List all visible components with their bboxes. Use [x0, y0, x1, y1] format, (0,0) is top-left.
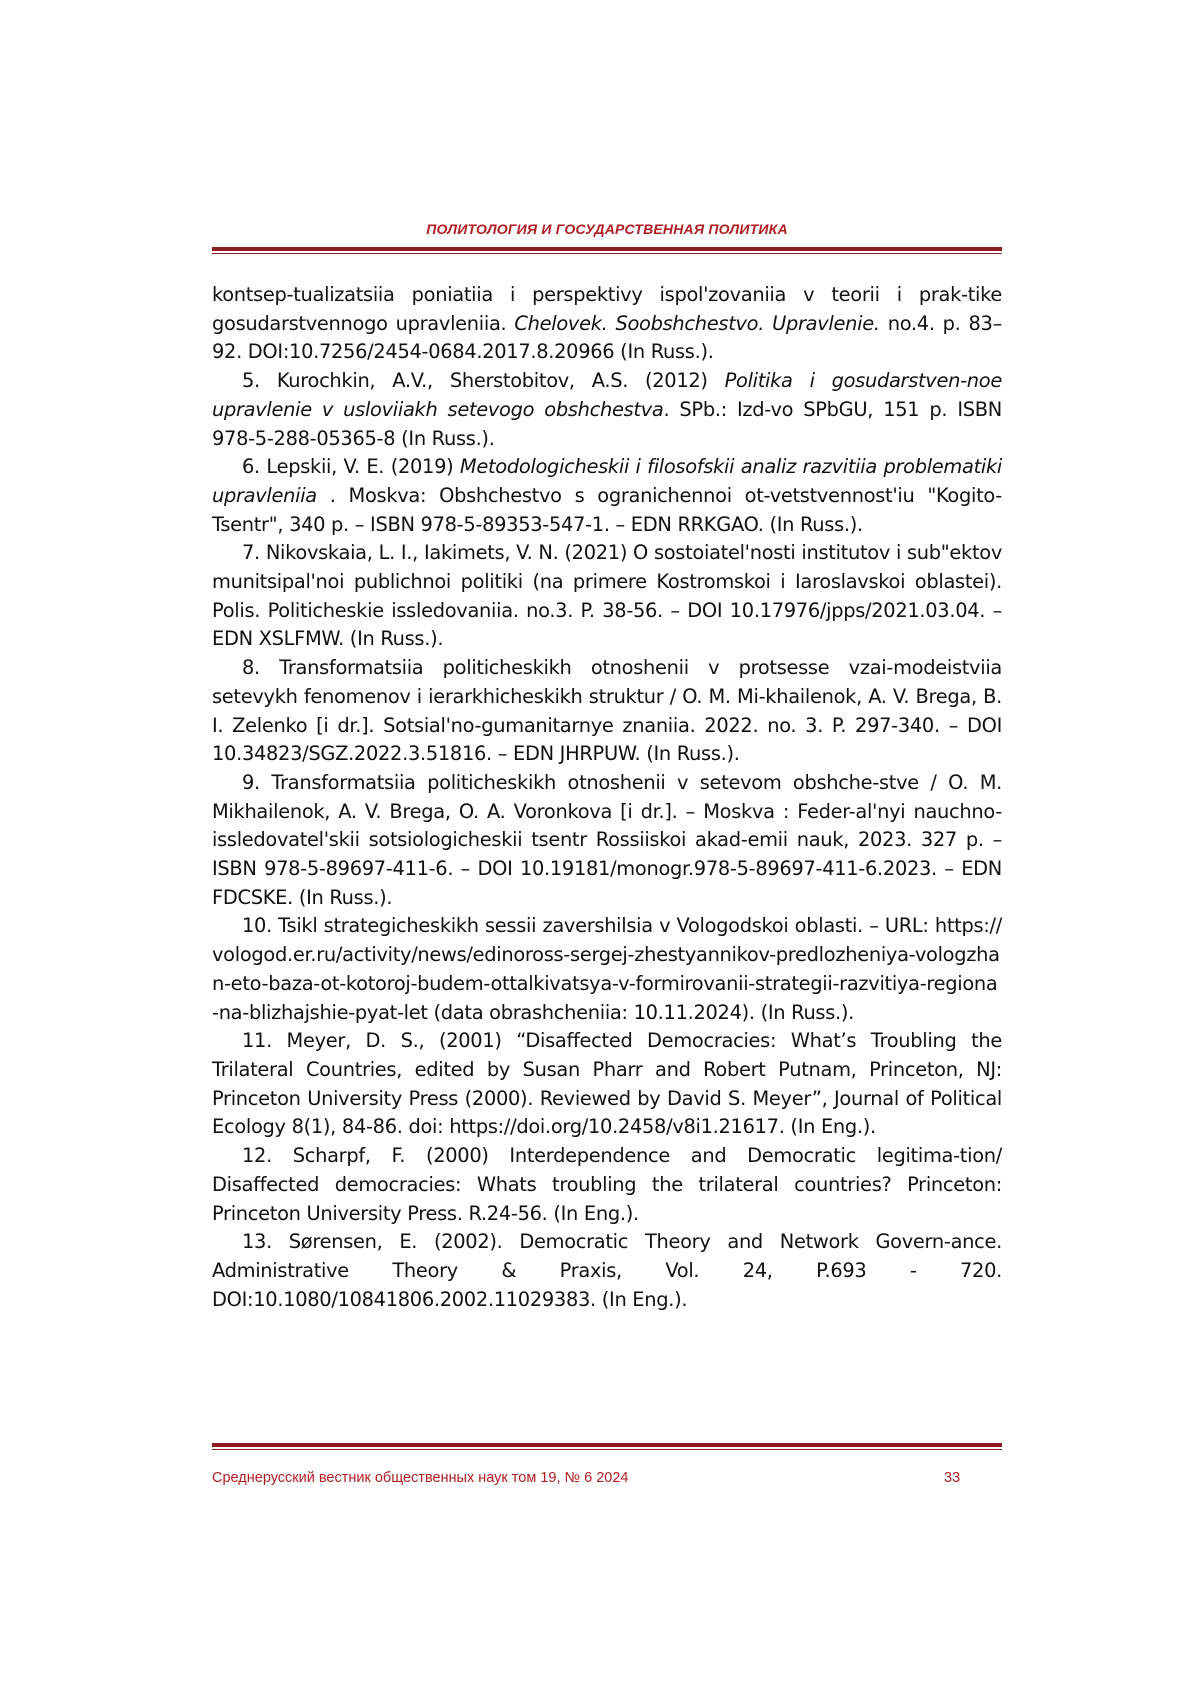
reference-item: kontsep-tualizatsiia poniatiia i perspektivy ispol'zovaniia v teorii i prak-tike gosudarstvennogo upravleniia. Chelovek. Soobshchestvo. Upravlenie. no.4. p. 83–92. DOI:10.7256/2454-0684.2017.8.20966 (In Russ.).	[212, 283, 1002, 364]
reference-item: 10. Tsikl strategicheskikh sessii zavershilsia v Vologodskoi oblasti. – URL: https://vologod.er.ru/activity/news/edinoross-sergej-zhestyannikov-predlozheniya-vologzhan-eto-baza-ot-kotoroj-budem-ottalkivatsya-v-formirovanii-strategii-razvitiya-regiona-na-blizhajshie-pyat-let (data obrashcheniia: 10.11.2024). (In Russ.).	[212, 914, 1002, 1024]
reference-item: 12. Scharpf, F. (2000) Interdependence and Democratic legitima-tion/ Disaffected democracies: Whats troubling the trilateral countries? Princeton: Princeton University Press. R.24-56. (In Eng.).	[212, 1144, 1002, 1225]
reference-item: 7. Nikovskaia, L. I., Iakimets, V. N. (2021) O sostoiatel'nosti institutov i sub"ektov munitsipal'noi publichnoi politiki (na primere Kostromskoi i Iaroslavskoi oblastei). Polis. Politicheskie issledovaniia. no.3. P. 38-56. – DOI 10.17976/jpps/2021.03.04. – EDN XSLFMW. (In Russ.).	[212, 541, 1002, 651]
reference-list	[212, 281, 1002, 1314]
reference-item: 9. Transformatsiia politicheskikh otnoshenii v setevom obshche-stve / O. M. Mikhailenok, A. V. Brega, O. A. Voronkova [i dr.]. – Moskva : Feder-al'nyi nauchno-issledovatel'skii sotsiologicheskii tsentr Rossiiskoi akad-emii nauk, 2023. 327 p. – ISBN 978-5-89697-411-6. – DOI 10.19181/monogr.978-5-89697-411-6.2023. – EDN FDCSKE. (In Russ.).	[212, 770, 1002, 909]
running-header: ПОЛИТОЛОГИЯ И ГОСУДАРСТВЕННАЯ ПОЛИТИКА	[426, 221, 788, 237]
reference-item: 5. Kurochkin, A.V., Sherstobitov, A.S. (2012) Politika i gosudarstven-noe upravlenie v usloviiakh setevogo obshchestva. SPb.: Izd-vo SPbGU, 151 p. ISBN 978-5-288-05365-8 (In Russ.).	[212, 369, 1002, 450]
reference-item: 13. Sørensen, E. (2002). Democratic Theory and Network Govern-ance. Administrative Theory & Praxis, Vol. 24, P.693 - 720. DOI:10.1080/10841806.2002.11029383. (In Eng.).	[212, 1230, 1002, 1311]
reference-item: 6. Lepskii, V. E. (2019) Metodologicheskii i filosofskii analiz razvitiia problematiki upravleniia . Moskva: Obshchestvo s ogranichennoi ot-vetstvennost'iu "Kogito-Tsentr", 340 p. – ISBN 978-5-89353-547-1. – EDN RRKGAO. (In Russ.).	[212, 455, 1002, 536]
reference-item: 8. Transformatsiia politicheskikh otnoshenii v protsesse vzai-modeistviia setevykh fenomenov i ierarkhicheskikh struktur / O. M. Mi-khailenok, A. V. Brega, B. I. Zelenko [i dr.]. Sotsial'no-gumanitarnye znaniia. 2022. no. 3. P. 297-340. – DOI 10.34823/SGZ.2022.3.51816. – EDN JHRPUW. (In Russ.).	[212, 656, 1002, 766]
header-rule	[212, 247, 1002, 254]
page-number: 33	[944, 1470, 961, 1486]
footer-rule	[212, 1443, 1002, 1450]
footer-journal-title: Среднерусский вестник общественных наук том 19, № 6 2024	[212, 1470, 629, 1486]
reference-item: 11. Meyer, D. S., (2001) “Disaffected Democracies: What’s Troubling the Trilateral Countries, edited by Susan Pharr and Robert Putnam, Princeton, NJ: Princeton University Press (2000). Reviewed by David S. Meyer”, Journal of Political Ecology 8(1), 84-86. doi: https://doi.org/10.2458/v8i1.21617. (In Eng.).	[212, 1029, 1002, 1139]
